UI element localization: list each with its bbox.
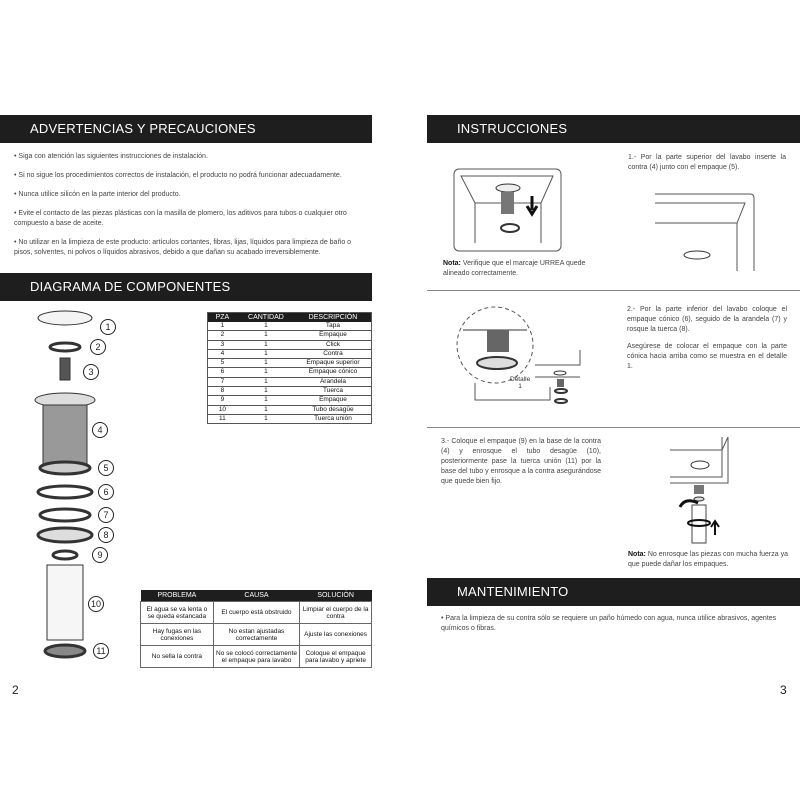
table-cell: 9 (208, 396, 237, 405)
warning-item: • No utilizar en la limpieza de este producto: artículos cortantes, fibras, lijas, líquidos para limpieza de baño o pisos, solventes, ni polvos o líquidos abrasivos, debido a que dañan su acabado irreversiblemente. (14, 239, 352, 256)
note-text: Verifique que el marcaje URREA quede alineado correctamente. (443, 260, 586, 277)
table-cell: 8 (208, 387, 237, 396)
troubleshooting-table (140, 590, 372, 668)
table-row (208, 322, 372, 331)
note-label: Nota: (443, 260, 461, 267)
table-cell: Empaque (295, 331, 372, 340)
component-label: 11 (93, 643, 109, 659)
divider (427, 290, 800, 291)
warning-item: • Nunca utilice silicón en la parte interior del producto. (14, 191, 181, 198)
component-label: 1 (100, 319, 116, 335)
table-cell: Contra (295, 349, 372, 358)
sink-installed-illustration (655, 193, 755, 273)
step-2-note: Asegúrese de colocar el empaque con la parte cónica hacia arriba como se muestra en el detalle 1. (627, 343, 787, 370)
table-cell: Tuerca unión (295, 414, 372, 423)
table-cell: Tubo desagüe (295, 405, 372, 414)
note-label: Nota: (628, 551, 646, 558)
component-label: 5 (98, 460, 114, 476)
table-cell: 2 (208, 331, 237, 340)
table-cell: No estan ajustadas correctamente (213, 624, 299, 646)
table-cell: Empaque superior (295, 359, 372, 368)
table-cell: Hay fugas en las conexiones (141, 624, 214, 646)
table-cell: Tapa (295, 322, 372, 331)
table-row (208, 396, 372, 405)
warning-item: • Evite el contacto de las piezas plásticas con la masilla de plomero, los aditivos para tubos o cualquier otro compuesto a base de aceite. (14, 210, 347, 227)
warning-item: • Siga con atención las siguientes instrucciones de instalación. (14, 153, 208, 160)
table-cell: 1 (237, 340, 295, 349)
table-cell: No se colocó correctamente el empaque para lavabo (213, 646, 299, 668)
table-cell: 6 (208, 368, 237, 377)
component-label: 9 (92, 547, 108, 563)
table-cell: Empaque cónico (295, 368, 372, 377)
table-cell: Limpiar el cuerpo de la contra (300, 602, 372, 624)
step-2-text (627, 305, 787, 372)
table-cell: Arandela (295, 377, 372, 386)
table-row (141, 602, 372, 624)
note-3 (628, 550, 788, 570)
component-label: 7 (98, 507, 114, 523)
table-cell: Empaque (295, 396, 372, 405)
table-cell: 1 (208, 322, 237, 331)
table-cell: 1 (237, 322, 295, 331)
page-number: 3 (780, 683, 787, 697)
table-row (208, 405, 372, 414)
table-cell: 1 (237, 368, 295, 377)
table-cell: El agua se va lenta o se queda estancada (141, 602, 214, 624)
table-cell: 1 (237, 405, 295, 414)
table-cell: 7 (208, 377, 237, 386)
diagram-heading: DIAGRAMA DE COMPONENTES (0, 273, 372, 301)
step-3-illustration (670, 435, 750, 545)
table-row (208, 349, 372, 358)
table-cell: 1 (237, 377, 295, 386)
table-row (208, 331, 372, 340)
col-header: CANTIDAD (237, 313, 295, 323)
table-cell: 1 (237, 387, 295, 396)
table-row (208, 359, 372, 368)
component-label: 3 (83, 364, 99, 380)
table-cell: 1 (237, 414, 295, 423)
table-cell: Click (295, 340, 372, 349)
step-1-text: 1.- Por la parte superior del lavabo inserte la contra (4) junto con el empaque (5). (628, 154, 786, 171)
warnings-list (14, 152, 369, 267)
step-2-illustration (455, 305, 595, 405)
table-row (208, 387, 372, 396)
instructions-heading: INSTRUCCIONES (427, 115, 800, 143)
table-row (208, 340, 372, 349)
col-header: PROBLEMA (141, 590, 214, 602)
table-cell: El cuerpo está obstruido (213, 602, 299, 624)
table-cell: 3 (208, 340, 237, 349)
table-cell: 1 (237, 331, 295, 340)
divider (427, 427, 800, 428)
table-row (208, 377, 372, 386)
warnings-heading: ADVERTENCIAS Y PRECAUCIONES (0, 115, 372, 143)
col-header: CAUSA (213, 590, 299, 602)
table-cell: 10 (208, 405, 237, 414)
component-label: 10 (88, 596, 104, 612)
col-header: SOLUCIÓN (300, 590, 372, 602)
col-header: PZA (208, 313, 237, 323)
parts-table (207, 312, 372, 424)
table-row (141, 624, 372, 646)
table-cell: 11 (208, 414, 237, 423)
maintenance-heading: MANTENIMIENTO (427, 578, 800, 606)
table-row (208, 414, 372, 423)
component-label: 4 (92, 422, 108, 438)
table-cell: Coloque el empaque para lavabo y apriete (300, 646, 372, 668)
maintenance-text: • Para la limpieza de su contra sólo se requiere un paño húmedo con agua, nunca utilice abrasivos, agentes químicos o fibras. (441, 615, 777, 632)
page-number: 2 (12, 683, 19, 697)
component-label: 2 (90, 339, 106, 355)
table-row (141, 646, 372, 668)
table-cell: 1 (237, 349, 295, 358)
sink-top-illustration (453, 168, 563, 253)
note-1 (443, 259, 603, 279)
table-row (208, 368, 372, 377)
detail-label: Detalle 1 (510, 376, 531, 390)
note-text: No enrosque las piezas con mucha fuerza ya que puede dañar los empaques. (628, 551, 788, 568)
warning-item: • Si no sigue los procedimientos correctos de instalación, el producto no podrá funcionar adecuadamente. (14, 172, 342, 179)
table-cell: 5 (208, 359, 237, 368)
table-cell: Tuerca (295, 387, 372, 396)
table-cell: Ajuste las conexiones (300, 624, 372, 646)
table-cell: 1 (237, 359, 295, 368)
component-label: 6 (98, 484, 114, 500)
table-cell: 1 (237, 396, 295, 405)
table-cell: 4 (208, 349, 237, 358)
col-header: DESCRIPCIÓN (295, 313, 372, 323)
step-2-paragraph: 2.- Por la parte inferior del lavabo coloque el empaque cónico (6), seguido de la arandela (7) y rosque la tuerca (8). (627, 306, 787, 333)
component-label: 8 (98, 527, 114, 543)
table-cell: No sella la contra (141, 646, 214, 668)
step-3-text: 3.- Coloque el empaque (9) en la base de la contra (4) y enrosque el tubo desagüe (10), posteriormente pase la tuerca unión (11) por la base del tubo y enrosque a la contra asegurándose que quede bien fijo. (441, 438, 601, 485)
